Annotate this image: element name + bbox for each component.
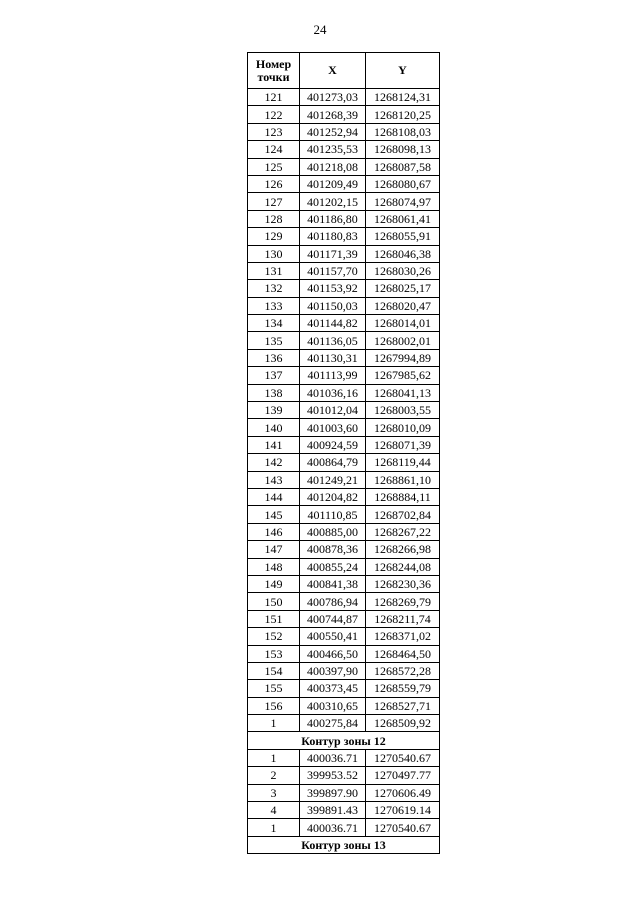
point-number-cell: 136 (248, 349, 300, 366)
y-cell: 1267994,89 (366, 349, 440, 366)
table-row (248, 488, 440, 505)
point-number-cell: 145 (248, 506, 300, 523)
table-row (248, 697, 440, 714)
x-cell: 400924,59 (300, 436, 366, 453)
table-row (248, 245, 440, 262)
point-number-cell: 127 (248, 193, 300, 210)
table-row (248, 175, 440, 192)
point-number-cell: 152 (248, 628, 300, 645)
table-row (248, 662, 440, 679)
point-number-cell: 141 (248, 436, 300, 453)
point-number-cell: 121 (248, 89, 300, 106)
x-cell: 401218,08 (300, 158, 366, 175)
x-cell: 400036.71 (300, 819, 366, 836)
table-row (248, 802, 440, 819)
y-cell: 1270497.77 (366, 767, 440, 784)
x-cell: 401012,04 (300, 402, 366, 419)
point-number-cell: 132 (248, 280, 300, 297)
x-cell: 401202,15 (300, 193, 366, 210)
y-cell: 1268010,09 (366, 419, 440, 436)
point-number-cell: 130 (248, 245, 300, 262)
x-cell: 400466,50 (300, 645, 366, 662)
x-cell: 401136,05 (300, 332, 366, 349)
table-row (248, 767, 440, 784)
table-row (248, 784, 440, 801)
x-cell: 401209,49 (300, 175, 366, 192)
x-cell: 400744,87 (300, 610, 366, 627)
y-cell: 1268119,44 (366, 454, 440, 471)
x-cell: 400550,41 (300, 628, 366, 645)
y-cell: 1268071,39 (366, 436, 440, 453)
y-cell: 1268061,41 (366, 210, 440, 227)
x-cell: 401171,39 (300, 245, 366, 262)
table-row (248, 332, 440, 349)
x-cell: 400878,36 (300, 541, 366, 558)
point-number-cell: 137 (248, 367, 300, 384)
table-row (248, 123, 440, 140)
table-row (248, 141, 440, 158)
y-cell: 1268230,36 (366, 575, 440, 592)
y-cell: 1268702,84 (366, 506, 440, 523)
x-cell: 401235,53 (300, 141, 366, 158)
y-cell: 1268046,38 (366, 245, 440, 262)
table-row (248, 575, 440, 592)
table-row (248, 210, 440, 227)
x-cell: 400373,45 (300, 680, 366, 697)
x-cell: 400036.71 (300, 749, 366, 766)
y-cell: 1268884,11 (366, 488, 440, 505)
point-number-cell: 131 (248, 262, 300, 279)
y-cell: 1268211,74 (366, 610, 440, 627)
header-row (248, 53, 440, 89)
page-number: 24 (313, 22, 327, 37)
table-row (248, 436, 440, 453)
x-cell: 401157,70 (300, 262, 366, 279)
point-number-cell: 143 (248, 471, 300, 488)
table-row (248, 610, 440, 627)
point-number-cell: 150 (248, 593, 300, 610)
point-number-cell: 147 (248, 541, 300, 558)
table-row (248, 593, 440, 610)
y-cell: 1268041,13 (366, 384, 440, 401)
y-cell: 1268014,01 (366, 315, 440, 332)
x-cell: 400275,84 (300, 715, 366, 732)
point-number-cell: 1 (248, 749, 300, 766)
point-number-cell: 155 (248, 680, 300, 697)
table-row (248, 106, 440, 123)
point-number-cell: 4 (248, 802, 300, 819)
x-cell: 401249,21 (300, 471, 366, 488)
x-cell: 400864,79 (300, 454, 366, 471)
table-row (248, 628, 440, 645)
table-header (248, 53, 440, 89)
point-number-cell: 153 (248, 645, 300, 662)
table-row (248, 471, 440, 488)
x-cell: 401268,39 (300, 106, 366, 123)
y-cell: 1268559,79 (366, 680, 440, 697)
y-cell: 1268003,55 (366, 402, 440, 419)
point-number-cell: 1 (248, 819, 300, 836)
point-number-cell: 156 (248, 697, 300, 714)
x-cell: 400310,65 (300, 697, 366, 714)
y-cell: 1268527,71 (366, 697, 440, 714)
point-number-cell: 3 (248, 784, 300, 801)
table-row (248, 228, 440, 245)
x-cell: 401036,16 (300, 384, 366, 401)
x-cell: 400397,90 (300, 662, 366, 679)
section-row (248, 836, 440, 853)
y-cell: 1268244,08 (366, 558, 440, 575)
table-row (248, 454, 440, 471)
table-row (248, 280, 440, 297)
point-number-cell: 140 (248, 419, 300, 436)
point-number-cell: 128 (248, 210, 300, 227)
y-cell: 1268371,02 (366, 628, 440, 645)
point-number-cell: 122 (248, 106, 300, 123)
y-cell: 1268025,17 (366, 280, 440, 297)
point-number-cell: 139 (248, 402, 300, 419)
point-number-cell: 154 (248, 662, 300, 679)
y-cell: 1268002,01 (366, 332, 440, 349)
y-cell: 1268266,98 (366, 541, 440, 558)
x-cell: 401150,03 (300, 297, 366, 314)
table-row (248, 349, 440, 366)
point-number-cell: 144 (248, 488, 300, 505)
x-cell: 400855,24 (300, 558, 366, 575)
point-number-cell: 151 (248, 610, 300, 627)
point-number-cell: 2 (248, 767, 300, 784)
y-cell: 1270540.67 (366, 819, 440, 836)
x-cell: 401144,82 (300, 315, 366, 332)
point-number-cell: 123 (248, 123, 300, 140)
table-row (248, 558, 440, 575)
y-cell: 1268509,92 (366, 715, 440, 732)
y-cell: 1268572,28 (366, 662, 440, 679)
table-row (248, 541, 440, 558)
table-row (248, 402, 440, 419)
table-row (248, 89, 440, 106)
point-number-cell: 134 (248, 315, 300, 332)
header-point-number: Номер точки (248, 53, 300, 89)
x-cell: 399953.52 (300, 767, 366, 784)
y-cell: 1268267,22 (366, 523, 440, 540)
y-cell: 1270619.14 (366, 802, 440, 819)
y-cell: 1268861,10 (366, 471, 440, 488)
section-row (248, 732, 440, 749)
y-cell: 1270540.67 (366, 749, 440, 766)
table-row (248, 419, 440, 436)
table-row (248, 262, 440, 279)
point-number-cell: 1 (248, 715, 300, 732)
table-row (248, 315, 440, 332)
y-cell: 1270606.49 (366, 784, 440, 801)
x-cell: 401186,80 (300, 210, 366, 227)
point-number-cell: 148 (248, 558, 300, 575)
x-cell: 400885,00 (300, 523, 366, 540)
y-cell: 1268080,67 (366, 175, 440, 192)
table-row (248, 819, 440, 836)
point-number-cell: 138 (248, 384, 300, 401)
y-cell: 1268030,26 (366, 262, 440, 279)
x-cell: 401252,94 (300, 123, 366, 140)
point-number-cell: 133 (248, 297, 300, 314)
table-row (248, 158, 440, 175)
point-number-cell: 129 (248, 228, 300, 245)
point-number-cell: 142 (248, 454, 300, 471)
x-cell: 401003,60 (300, 419, 366, 436)
x-cell: 401110,85 (300, 506, 366, 523)
x-cell: 401204,82 (300, 488, 366, 505)
header-x: X (300, 53, 366, 89)
header-y: Y (366, 53, 440, 89)
point-number-cell: 135 (248, 332, 300, 349)
x-cell: 400786,94 (300, 593, 366, 610)
table-row (248, 715, 440, 732)
coordinates-table (247, 52, 440, 854)
x-cell: 401273,03 (300, 89, 366, 106)
y-cell: 1268074,97 (366, 193, 440, 210)
table-row (248, 645, 440, 662)
y-cell: 1268464,50 (366, 645, 440, 662)
point-number-cell: 146 (248, 523, 300, 540)
y-cell: 1268269,79 (366, 593, 440, 610)
section-title: Контур зоны 13 (248, 836, 440, 853)
y-cell: 1268120,25 (366, 106, 440, 123)
y-cell: 1268055,91 (366, 228, 440, 245)
table-body (248, 89, 440, 854)
point-number-cell: 126 (248, 175, 300, 192)
y-cell: 1268087,58 (366, 158, 440, 175)
point-number-cell: 124 (248, 141, 300, 158)
table-row (248, 749, 440, 766)
table-row (248, 367, 440, 384)
x-cell: 399897.90 (300, 784, 366, 801)
y-cell: 1268124,31 (366, 89, 440, 106)
x-cell: 401153,92 (300, 280, 366, 297)
section-title: Контур зоны 12 (248, 732, 440, 749)
table-row (248, 297, 440, 314)
table-row (248, 523, 440, 540)
table-row (248, 680, 440, 697)
x-cell: 401113,99 (300, 367, 366, 384)
point-number-cell: 149 (248, 575, 300, 592)
y-cell: 1268108,03 (366, 123, 440, 140)
y-cell: 1267985,62 (366, 367, 440, 384)
x-cell: 401130,31 (300, 349, 366, 366)
table-row (248, 506, 440, 523)
x-cell: 401180,83 (300, 228, 366, 245)
table-row (248, 384, 440, 401)
x-cell: 399891.43 (300, 802, 366, 819)
x-cell: 400841,38 (300, 575, 366, 592)
y-cell: 1268020,47 (366, 297, 440, 314)
point-number-cell: 125 (248, 158, 300, 175)
y-cell: 1268098,13 (366, 141, 440, 158)
table-row (248, 193, 440, 210)
